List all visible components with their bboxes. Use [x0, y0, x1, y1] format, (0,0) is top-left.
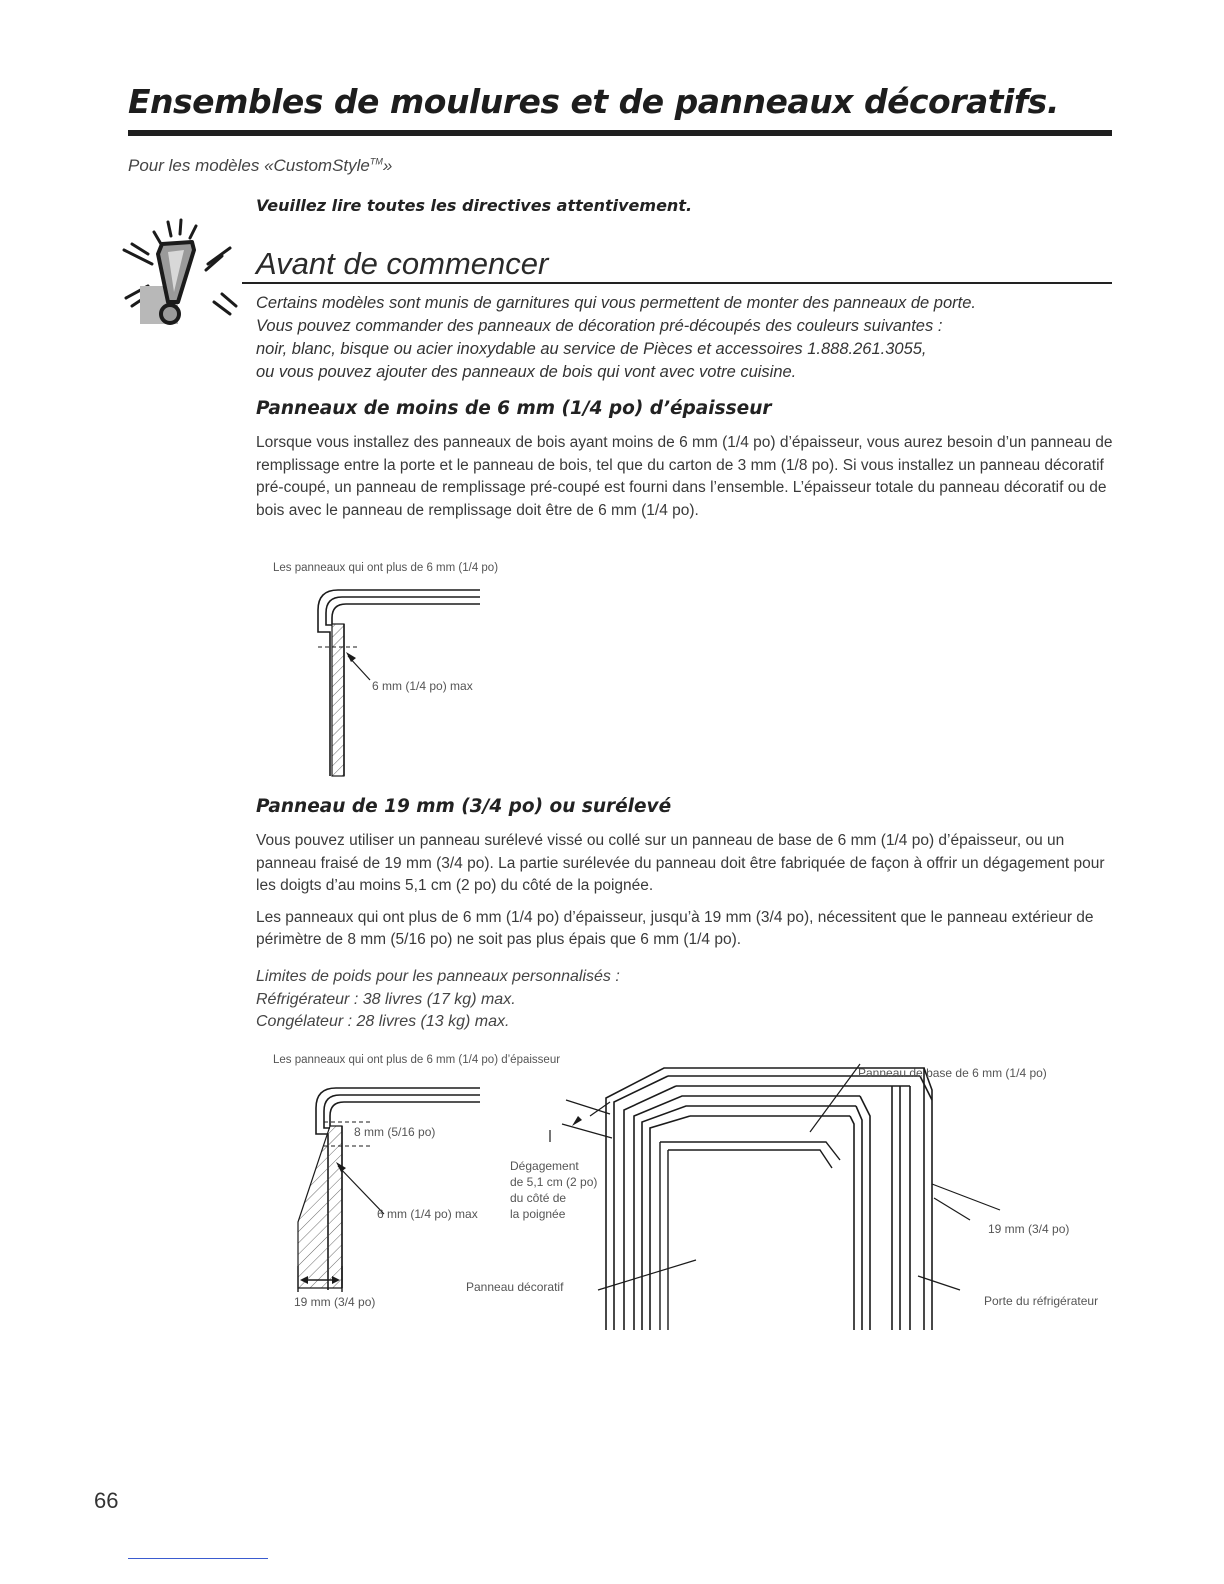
label-6mm-max: 6 mm (1/4 po) max [377, 1207, 478, 1221]
intro-line: Vous pouvez commander des panneaux de décoration pré-découpés des couleurs suivantes : [256, 317, 943, 335]
weight-limit-fridge: Réfrigérateur : 38 livres (17 kg) max. [256, 990, 516, 1008]
decorative-panel-label: Panneau décoratif [466, 1280, 564, 1294]
diagram2-caption: Les panneaux qui ont plus de 6 mm (1/4 po) d’épaisseur [273, 1054, 561, 1066]
page-title: Ensembles de moulures et de panneaux décoratifs. [128, 82, 1059, 121]
page-number: 66 [94, 1488, 119, 1513]
thin-panels-paragraph: Lorsque vous installez des panneaux de bois ayant moins de 6 mm (1/4 po) d’épaisseur, vous aurez besoin d’un panneau de remplissage entre la porte et le panneau de bois, tel que du carton de 3 mm (1/8 po). Si vous installez un panneau décoratif pré-coupé, un panneau de remplissage pré-coupé est fourni dans l’ensemble. L’épaisseur totale du panneau décoratif ou de bois avec le panneau de remplissage doit être de 6 mm (1/4 po). [256, 434, 1113, 519]
raised-panel-heading: Panneau de 19 mm (3/4 po) ou surélevé [256, 796, 672, 817]
base-panel-label: Panneau de base de 6 mm (1/4 po) [858, 1066, 1047, 1080]
raised-panel-paragraph-1: Vous pouvez utiliser un panneau surélevé vissé ou collé sur un panneau de base de 6 mm (1/4 po) d’épaisseur, ou un panneau fraisé de 19 mm (3/4 po). La partie surélevée du panneau doit être fabriquée de façon à offrir un dégagement pour les doigts d’au moins 5,1 cm (2 po) du côté de la poignée. [256, 832, 1105, 894]
intro-line: Certains modèles sont munis de garnitures qui vous permettent de monter des panneaux de porte. [256, 294, 976, 312]
section-title-before-starting: Avant de commencer [256, 246, 549, 281]
raised-panel-body [256, 830, 1116, 961]
trademark-mark: TM [369, 156, 383, 167]
footer-rule [128, 1558, 268, 1559]
intro-line: noir, blanc, bisque ou acier inoxydable au service de Pièces et accessoires 1.888.261.3055, [256, 340, 927, 358]
label-8mm: 8 mm (5/16 po) [354, 1125, 436, 1139]
door-frame-outline [606, 1068, 932, 1330]
weight-limit-freezer: Congélateur : 28 livres (13 kg) max. [256, 1013, 510, 1030]
weight-limits-title: Limites de poids pour les panneaux personnalisés : [256, 968, 620, 985]
arrowhead [572, 1116, 582, 1126]
subtitle-text: Pour les modèles «CustomStyle [128, 156, 370, 175]
raised-panel-section [298, 1126, 342, 1288]
warning-exclamation-icon [118, 210, 248, 328]
intro-line: ou vous pouvez ajouter des panneaux de bois qui vont avec votre cuisine. [256, 363, 797, 381]
section-rule [242, 282, 1112, 284]
clearance-line: du côté de [510, 1191, 567, 1205]
model-subtitle [128, 156, 392, 176]
thin-max-label: 6 mm (1/4 po) max [372, 679, 473, 693]
title-rule [128, 130, 1112, 136]
thin-panels-body [256, 432, 1116, 531]
read-instructions-notice: Veuillez lire toutes les directives attentivement. [256, 196, 693, 215]
door-corner-diagram [540, 1060, 1010, 1330]
fridge-door-label: Porte du réfrigérateur [984, 1294, 1099, 1308]
diagram1-caption: Les panneaux qui ont plus de 6 mm (1/4 po) [273, 562, 499, 574]
label-19mm-left: 19 mm (3/4 po) [294, 1295, 376, 1309]
intro-text [256, 292, 1116, 384]
clearance-line: Dégagement [510, 1159, 579, 1173]
subtitle-end: » [382, 156, 393, 175]
label-19mm-right: 19 mm (3/4 po) [988, 1222, 1070, 1236]
raised-panel-paragraph-2: Les panneaux qui ont plus de 6 mm (1/4 po) d’épaisseur, jusqu’à 19 mm (3/4 po), nécessitent que le panneau extérieur de périmètre de 8 mm (5/16 po) ne soit pas plus épais que 6 mm (1/4 po). [256, 908, 1094, 948]
inner-panel-frame [660, 1142, 840, 1330]
weight-limits [256, 966, 620, 1034]
clearance-line: de 5,1 cm (2 po) [510, 1175, 598, 1189]
raised-panel-section-diagram [280, 1080, 520, 1310]
thin-panels-heading: Panneaux de moins de 6 mm (1/4 po) d’épaisseur [256, 398, 772, 419]
clearance-line: la poignée [510, 1207, 566, 1221]
